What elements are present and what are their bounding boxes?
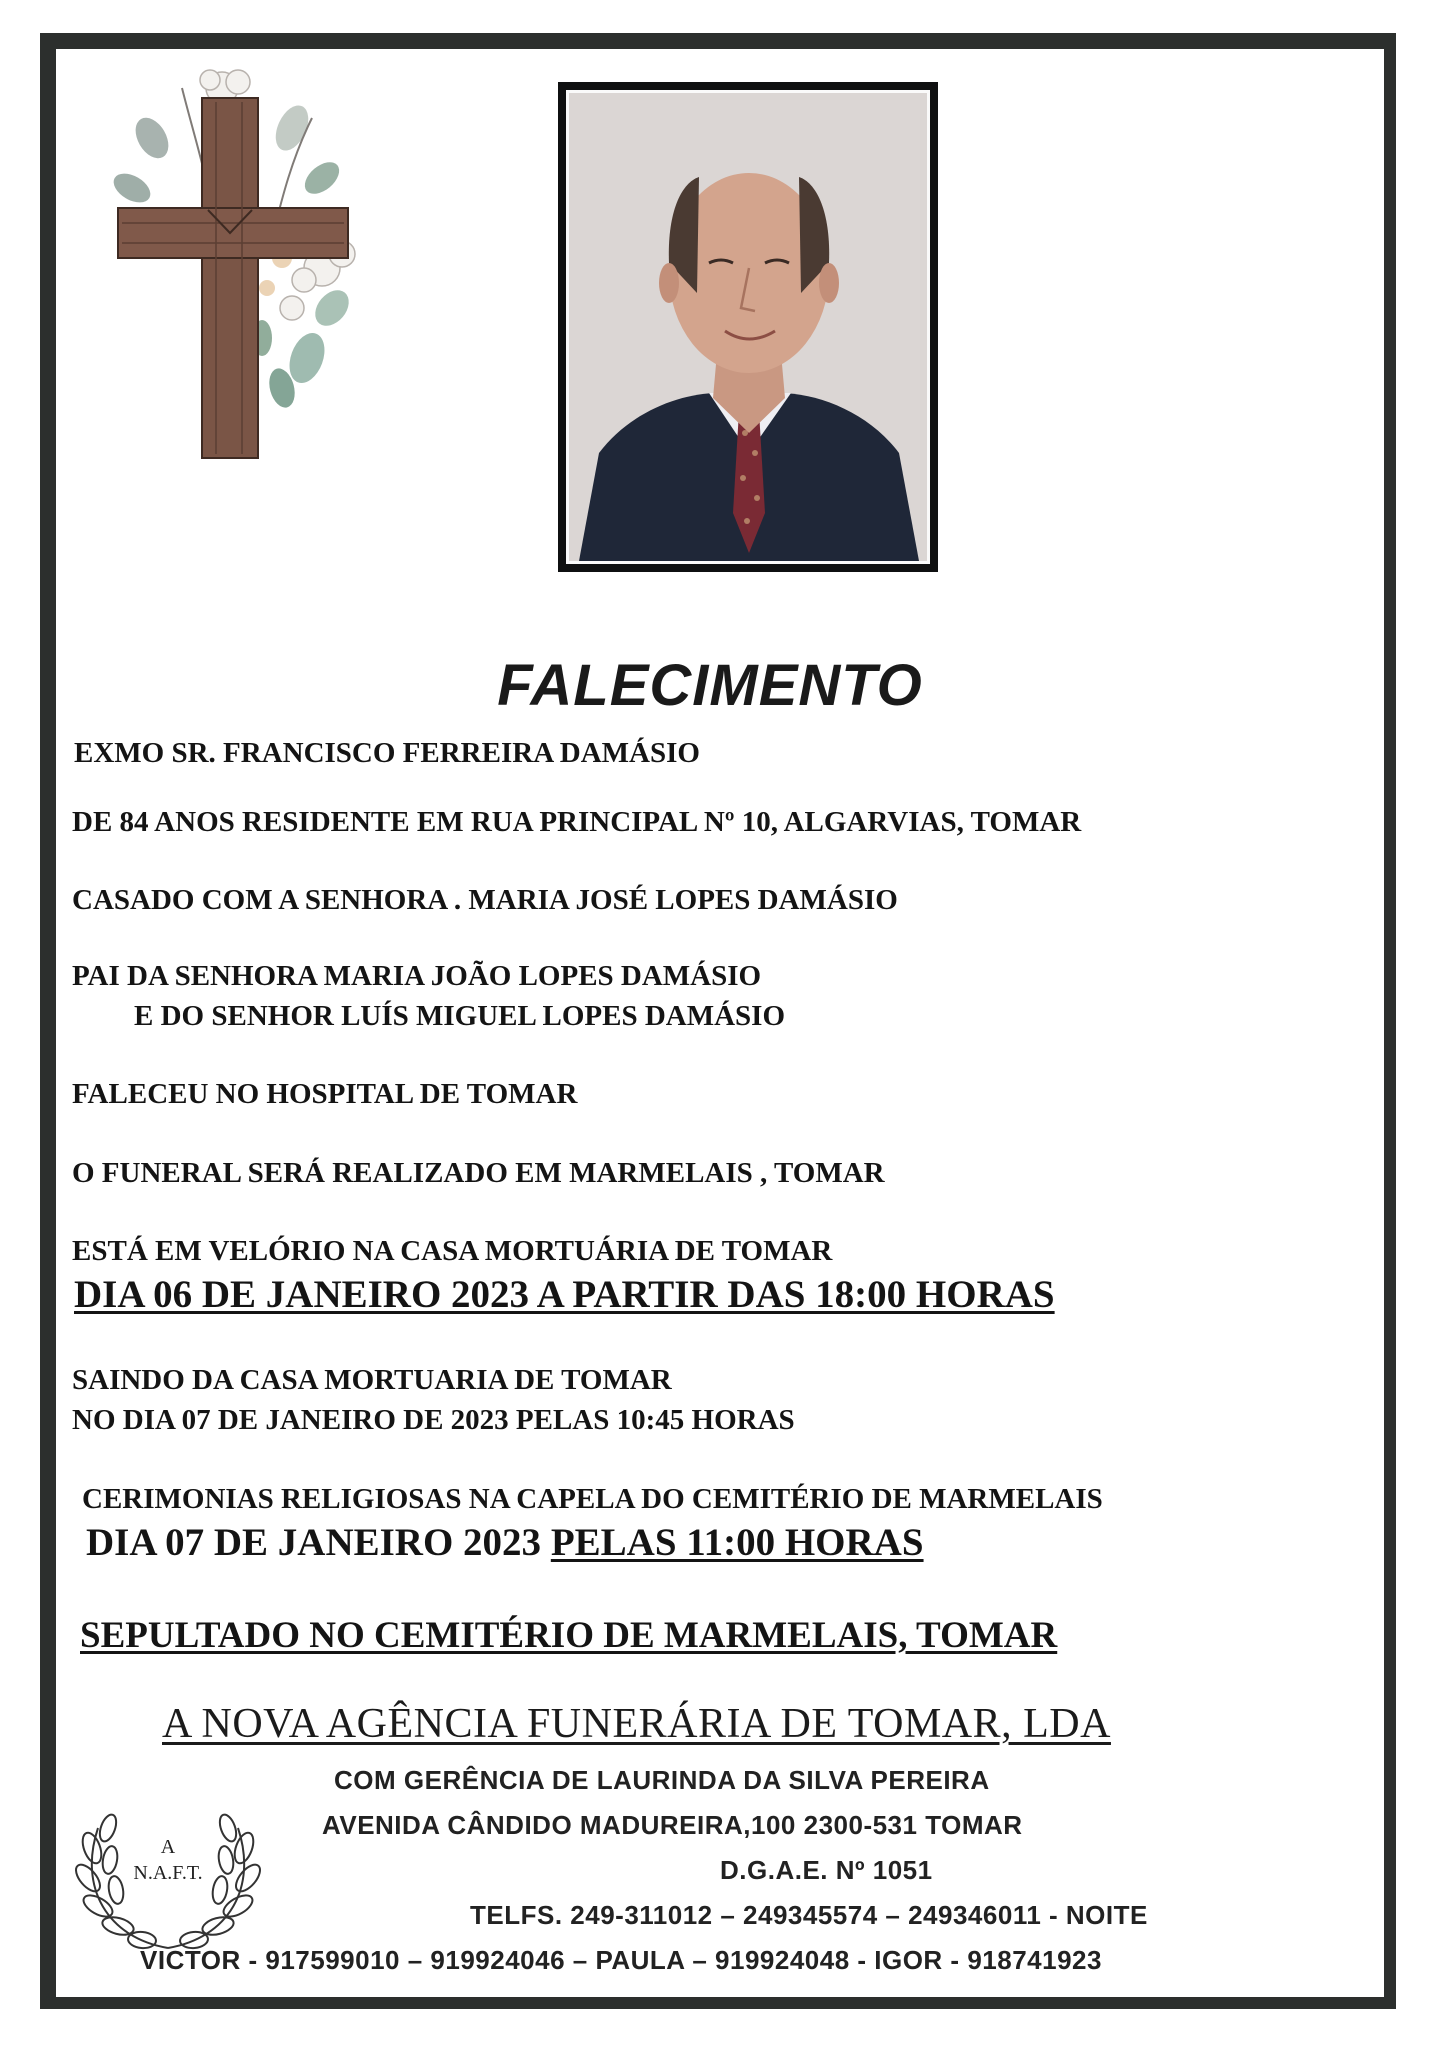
ceremony-date-line — [86, 1520, 924, 1565]
notice-title: FALECIMENTO — [497, 653, 923, 718]
agency-address: AVENIDA CÂNDIDO MADUREIRA,100 2300-531 TOMAR — [322, 1810, 1023, 1840]
departure-line-2: NO DIA 07 DE JANEIRO DE 2023 PELAS 10:45 HORAS — [72, 1404, 795, 1436]
agency-contacts: VICTOR - 917599010 – 919924046 – PAULA – 919924048 - IGOR - 918741923 — [140, 1945, 1102, 1975]
portrait-photo-frame — [558, 82, 938, 572]
children-line-2: E DO SENHOR LUÍS MIGUEL LOPES DAMÁSIO — [134, 1000, 786, 1032]
spouse-line: CASADO COM A SENHORA . MARIA JOSÉ LOPES DAMÁSIO — [72, 884, 898, 916]
age-residence-line: DE 84 ANOS RESIDENTE EM RUA PRINCIPAL Nº 10, ALGARVIAS, TOMAR — [72, 806, 1082, 838]
burial-line: SEPULTADO NO CEMITÉRIO DE MARMELAIS, TOMAR — [80, 1615, 1058, 1656]
ceremony-time: PELAS 11:00 HORAS — [550, 1521, 924, 1564]
wake-date-line: DIA 06 DE JANEIRO 2023 A PARTIR DAS 18:00 HORAS — [74, 1273, 1055, 1316]
agency-phones: TELFS. 249-311012 – 249345574 – 249346011 - NOITE — [470, 1900, 1148, 1930]
agency-management: COM GERÊNCIA DE LAURINDA DA SILVA PEREIRA — [334, 1765, 990, 1795]
logo-letter: A — [160, 1836, 176, 1858]
wooden-cross-with-flowers-icon — [92, 58, 372, 478]
funeral-place-line: O FUNERAL SERÁ REALIZADO EM MARMELAIS , TOMAR — [72, 1157, 885, 1189]
children-line-1: PAI DA SENHORA MARIA JOÃO LOPES DAMÁSIO — [72, 960, 762, 992]
agency-name: A NOVA AGÊNCIA FUNERÁRIA DE TOMAR, LDA — [162, 1701, 1111, 1747]
agency-dgae: D.G.A.E. Nº 1051 — [720, 1855, 933, 1885]
logo-text: N.A.F.T. — [133, 1862, 203, 1884]
name-line: EXMO SR. FRANCISCO FERREIRA DAMÁSIO — [74, 737, 700, 769]
wake-line: ESTÁ EM VELÓRIO NA CASA MORTUÁRIA DE TOMAR — [72, 1235, 833, 1267]
ceremony-line: CERIMONIAS RELIGIOSAS NA CAPELA DO CEMITÉRIO DE MARMELAIS — [82, 1483, 1103, 1515]
ceremony-date: DIA 07 DE JANEIRO 2023 — [86, 1521, 542, 1564]
death-place-line: FALECEU NO HOSPITAL DE TOMAR — [72, 1078, 578, 1110]
portrait-photo — [566, 90, 930, 564]
departure-line-1: SAINDO DA CASA MORTUARIA DE TOMAR — [72, 1364, 672, 1396]
